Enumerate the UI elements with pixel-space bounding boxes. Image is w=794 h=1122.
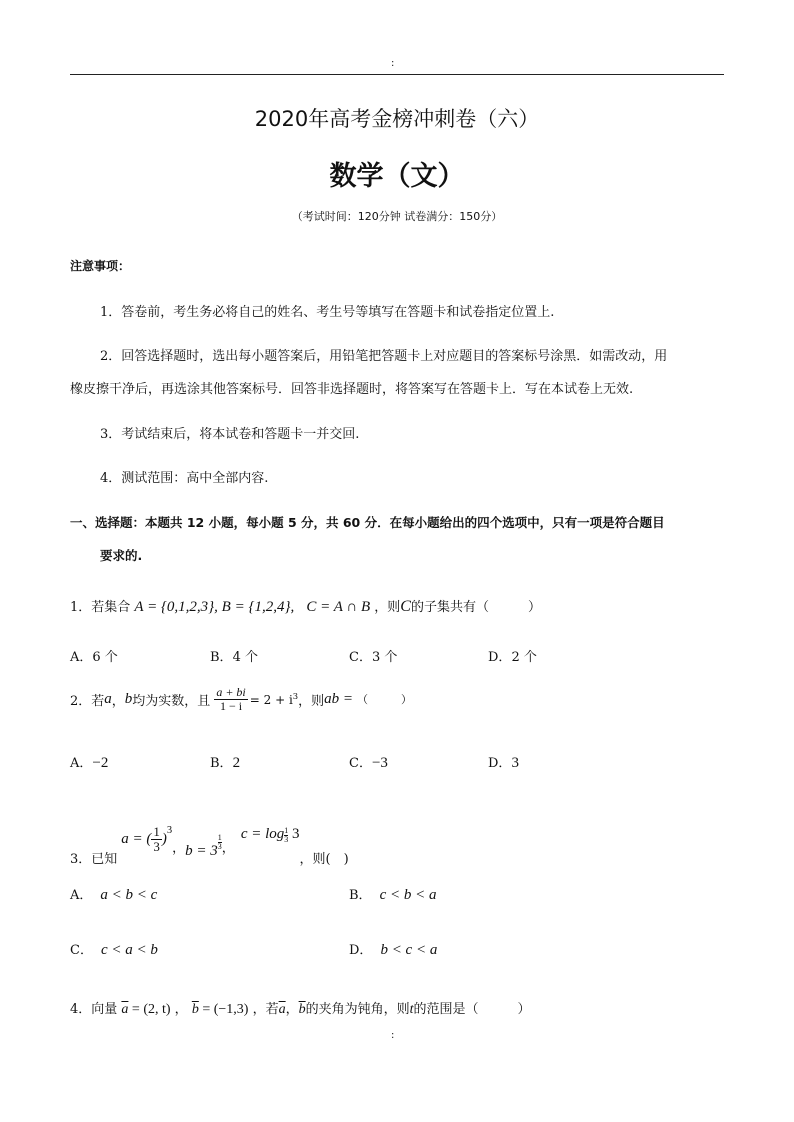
- notice-item-4: 4．测试范围：高中全部内容.: [100, 471, 269, 486]
- q3-option-b: B． c < b < a: [349, 887, 437, 903]
- q4-vector-b-ref: $\overline{b}$: [298, 1002, 306, 1017]
- q4-mid: ，若: [252, 1002, 279, 1017]
- exam-title: 2020年高考金榜冲刺卷（六）: [254, 107, 540, 131]
- q3-c-base: $\frac{1}{3}$: [284, 825, 289, 844]
- question-4: 4．向量 $\overline{a} = (2$, t) ， $\overline{b} = (-1,3)$ ，若$\overline{a}$，$\overline{b}$的夹角为钝角，则t的范围是（ ）: [70, 1002, 531, 1017]
- q4-vector-a-ref: $\overline{a}$: [278, 1002, 286, 1017]
- q2-sep: ，: [111, 693, 125, 709]
- section-heading-cont: 要求的.: [100, 548, 143, 563]
- question-2: [70, 686, 412, 712]
- question-3: [70, 812, 349, 867]
- notice-heading: 注意事项：: [70, 259, 131, 273]
- header-mark: :: [391, 58, 395, 69]
- q3-tail: ，则( ): [299, 852, 349, 867]
- q4-var-t: t: [409, 1002, 414, 1017]
- notice-item-2-cont: 橡皮擦干净后，再选涂其他答案标号．回答非选择题时，将答案写在答题卡上．写在本试卷上无效.: [70, 382, 634, 397]
- footer-mark: :: [391, 1030, 395, 1041]
- q4-tail: 的范围是（ ）: [413, 1002, 531, 1017]
- q1-option-c: C．3 个: [349, 650, 398, 665]
- q3-expr-c: c = log $\frac{1}{3} 3$: [240, 825, 300, 844]
- q1-tail: 的子集共有（ ）: [410, 600, 541, 615]
- q1-option-d: D．2 个: [488, 650, 537, 665]
- q1-set-c: C = A ∩ B: [306, 599, 371, 615]
- subject-title: 数学（文）: [329, 161, 465, 192]
- notice-item-1: 1．答卷前，考生务必将自己的姓名、考生号等填写在答题卡和试卷指定位置上.: [100, 305, 555, 320]
- q3-a-fraction: $\frac{1}{3}$: [153, 824, 160, 854]
- q3-expr-a: a = ( $\frac{1}{3}$ ) $^3$: [121, 824, 173, 854]
- q3-option-a: A． a < b < c: [70, 887, 158, 903]
- q2-option-a: A．−2: [70, 755, 109, 771]
- q4-sep: ，: [174, 1002, 188, 1017]
- section-heading: 一、选择题：本题共 12 小题，每小题 5 分，共 60 分．在每小题给出的四个选项中，只有一项是符合题目: [70, 515, 665, 530]
- q2-tail: （ ）: [357, 693, 413, 707]
- q3-option-d: D． b < c < a: [349, 942, 438, 958]
- notice-item-2: 2．回答选择题时，选出每小题答案后，用铅笔把答题卡上对应题目的答案标号涂黑．如需改动，用: [100, 349, 668, 364]
- q4-vector-b: $\overline{b} = (-1,3)$: [191, 1002, 249, 1017]
- q4-mid2: 的夹角为钝角，则: [305, 1002, 410, 1017]
- q2-option-b: B．2: [210, 755, 241, 771]
- q2-then: ，则: [298, 693, 325, 709]
- q2-option-d: D．3: [488, 755, 519, 771]
- q1-option-a: A．6 个: [70, 650, 118, 665]
- q2-frac-den: 1 − i: [219, 698, 243, 713]
- exam-info: （考试时间：120分钟 试卷满分：150分）: [291, 210, 503, 223]
- question-1: [70, 596, 541, 616]
- q2-rhs: = $2 + i^3$: [249, 691, 299, 708]
- q2-var-b: b: [124, 690, 133, 707]
- q1-option-b: B．4 个: [210, 650, 258, 665]
- q4-number: 4．向量: [70, 1002, 118, 1017]
- q3-comma-2: ，: [221, 841, 235, 856]
- q2-number: 2．若: [70, 693, 105, 709]
- q3-expr-b: b = 3 $\frac{1}{3}$: [185, 832, 222, 859]
- q3-number: 3．已知: [70, 852, 118, 867]
- q3-comma-1: ，: [172, 841, 186, 856]
- q2-ab: ab =: [324, 690, 354, 707]
- q1-number: 1．若集合: [70, 600, 131, 615]
- q2-mid: 均为实数，且: [132, 693, 211, 709]
- q4-vector-a: $\overline{a} = (2$, t): [121, 1002, 171, 1017]
- q1-set-a-b: A = {0,1,2,3}, B = {1,2,4},: [134, 599, 295, 615]
- q2-option-c: C．−3: [349, 755, 388, 771]
- q3-b-exponent: $\frac{1}{3}$: [217, 832, 222, 851]
- q1-then: ，则: [374, 600, 401, 615]
- q3-option-c: C． c < a < b: [70, 942, 158, 958]
- q1-var-c: C: [400, 598, 411, 615]
- q2-frac-num: a + bi: [216, 685, 246, 699]
- notice-item-3: 3．考试结束后，将本试卷和答题卡一并交回.: [100, 427, 360, 442]
- q2-fraction: [214, 686, 247, 712]
- q2-var-a: a: [104, 690, 112, 707]
- header-rule: [70, 74, 724, 75]
